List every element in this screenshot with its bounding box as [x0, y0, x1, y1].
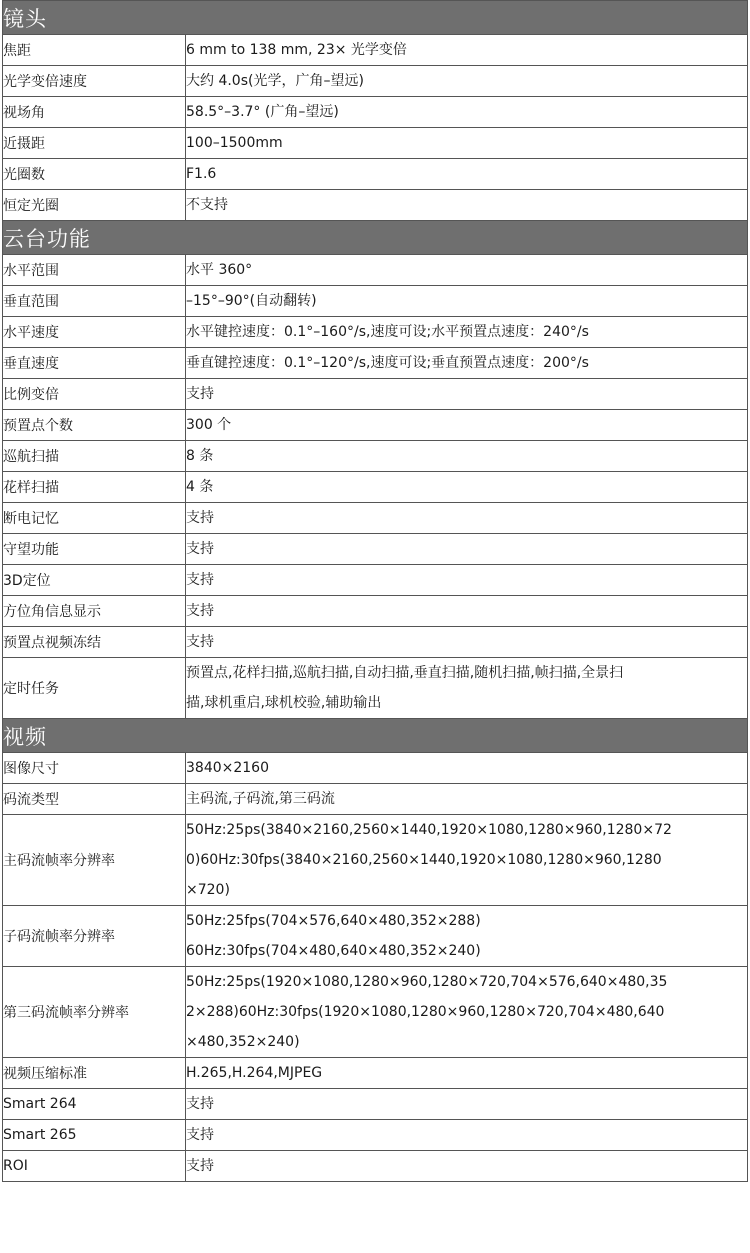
spec-label: 近摄距 — [3, 128, 186, 159]
spec-label: 守望功能 — [3, 534, 186, 565]
spec-value-line: ×720) — [186, 882, 230, 898]
spec-value — [186, 410, 748, 441]
spec-label: 水平范围 — [3, 255, 186, 286]
spec-row — [3, 503, 748, 534]
spec-row — [3, 410, 748, 441]
spec-row — [3, 348, 748, 379]
spec-row — [3, 255, 748, 286]
spec-row — [3, 66, 748, 97]
spec-label: 光圈数 — [3, 159, 186, 190]
spec-value-line: ×480,352×240) — [186, 1034, 300, 1050]
spec-value-line: 支持 — [186, 1127, 214, 1143]
spec-row — [3, 159, 748, 190]
spec-row — [3, 906, 748, 967]
spec-value — [186, 565, 748, 596]
spec-label: 花样扫描 — [3, 472, 186, 503]
spec-value-line: 4 条 — [186, 479, 214, 495]
spec-value — [186, 1120, 748, 1151]
spec-row — [3, 190, 748, 221]
spec-row — [3, 441, 748, 472]
spec-value — [186, 1058, 748, 1089]
spec-value-line: 支持 — [186, 541, 214, 557]
spec-value-line: 3840×2160 — [186, 760, 269, 776]
spec-label: 第三码流帧率分辨率 — [3, 967, 186, 1058]
spec-label: 定时任务 — [3, 658, 186, 719]
spec-label: 焦距 — [3, 35, 186, 66]
spec-value — [186, 1089, 748, 1120]
spec-value-line: 支持 — [186, 634, 214, 650]
spec-value — [186, 348, 748, 379]
spec-value-line: 主码流,子码流,第三码流 — [186, 791, 335, 807]
spec-label: ROI — [3, 1151, 186, 1182]
spec-value — [186, 66, 748, 97]
spec-row — [3, 658, 748, 719]
spec-value — [186, 286, 748, 317]
spec-row — [3, 627, 748, 658]
spec-row — [3, 1120, 748, 1151]
spec-value-line: 大约 4.0s(光学，广角–望远) — [186, 73, 364, 89]
spec-value-line: –15°–90°(自动翻转) — [186, 293, 317, 309]
spec-value-line: 支持 — [186, 572, 214, 588]
spec-row — [3, 815, 748, 906]
spec-value-line: 垂直键控速度：0.1°–120°/s,速度可设;垂直预置点速度：200°/s — [186, 355, 589, 371]
spec-value — [186, 967, 748, 1058]
spec-label: 光学变倍速度 — [3, 66, 186, 97]
spec-label: 方位角信息显示 — [3, 596, 186, 627]
spec-value — [186, 1151, 748, 1182]
spec-value-line: 50Hz:25fps(704×576,640×480,352×288) — [186, 913, 481, 929]
section-header — [3, 221, 748, 255]
spec-row — [3, 1151, 748, 1182]
spec-label: 子码流帧率分辨率 — [3, 906, 186, 967]
spec-value — [186, 441, 748, 472]
spec-value-line: 支持 — [186, 1096, 214, 1112]
spec-value-line: H.265,H.264,MJPEG — [186, 1065, 323, 1081]
spec-label: 垂直速度 — [3, 348, 186, 379]
spec-value — [186, 379, 748, 410]
spec-label: 预置点视频冻结 — [3, 627, 186, 658]
spec-value — [186, 97, 748, 128]
spec-row — [3, 784, 748, 815]
spec-value-line: F1.6 — [186, 166, 217, 182]
spec-label: 恒定光圈 — [3, 190, 186, 221]
spec-value-line: 支持 — [186, 386, 214, 402]
spec-value — [186, 472, 748, 503]
spec-label: 垂直范围 — [3, 286, 186, 317]
spec-row — [3, 753, 748, 784]
spec-row — [3, 97, 748, 128]
spec-value — [186, 815, 748, 906]
section-header — [3, 1, 748, 35]
spec-table — [2, 0, 748, 1182]
section-title: 视频 — [3, 719, 748, 753]
spec-row — [3, 379, 748, 410]
spec-value — [186, 503, 748, 534]
spec-row — [3, 534, 748, 565]
spec-value — [186, 753, 748, 784]
spec-value — [186, 627, 748, 658]
spec-value-line: 支持 — [186, 1158, 214, 1174]
spec-row — [3, 317, 748, 348]
spec-label: 预置点个数 — [3, 410, 186, 441]
spec-value-line: 50Hz:25ps(1920×1080,1280×960,1280×720,704×576,640×480,35 — [186, 974, 668, 990]
spec-value — [186, 35, 748, 66]
spec-label: 巡航扫描 — [3, 441, 186, 472]
spec-label: 视频压缩标准 — [3, 1058, 186, 1089]
spec-value-line: 支持 — [186, 603, 214, 619]
spec-label: 视场角 — [3, 97, 186, 128]
spec-row — [3, 967, 748, 1058]
spec-row — [3, 1058, 748, 1089]
spec-label: Smart 264 — [3, 1089, 186, 1120]
spec-value-line: 支持 — [186, 510, 214, 526]
spec-value-line: 100–1500mm — [186, 135, 283, 151]
spec-value-line: 300 个 — [186, 417, 232, 433]
spec-value — [186, 128, 748, 159]
spec-value — [186, 906, 748, 967]
spec-row — [3, 35, 748, 66]
section-title: 镜头 — [3, 1, 748, 35]
spec-value — [186, 658, 748, 719]
spec-value-line: 58.5°–3.7° (广角–望远) — [186, 104, 339, 120]
spec-label: 码流类型 — [3, 784, 186, 815]
spec-row — [3, 596, 748, 627]
spec-value — [186, 190, 748, 221]
spec-value-line: 60Hz:30fps(704×480,640×480,352×240) — [186, 943, 481, 959]
spec-label: 3D定位 — [3, 565, 186, 596]
spec-label: 比例变倍 — [3, 379, 186, 410]
spec-row — [3, 128, 748, 159]
spec-value — [186, 534, 748, 565]
spec-label: 断电记忆 — [3, 503, 186, 534]
section-title: 云台功能 — [3, 221, 748, 255]
spec-label: 图像尺寸 — [3, 753, 186, 784]
spec-value-line: 6 mm to 138 mm, 23× 光学变倍 — [186, 42, 407, 58]
spec-row — [3, 286, 748, 317]
spec-row — [3, 1089, 748, 1120]
spec-row — [3, 565, 748, 596]
spec-value-line: 8 条 — [186, 448, 214, 464]
spec-value-line: 水平键控速度：0.1°–160°/s,速度可设;水平预置点速度：240°/s — [186, 324, 589, 340]
spec-value — [186, 317, 748, 348]
spec-label: 主码流帧率分辨率 — [3, 815, 186, 906]
spec-label: Smart 265 — [3, 1120, 186, 1151]
spec-value — [186, 784, 748, 815]
spec-value-line: 50Hz:25ps(3840×2160,2560×1440,1920×1080,1280×960,1280×72 — [186, 822, 672, 838]
spec-value — [186, 159, 748, 190]
spec-value-line: 预置点,花样扫描,巡航扫描,自动扫描,垂直扫描,随机扫描,帧扫描,全景扫 — [186, 665, 624, 681]
spec-label: 水平速度 — [3, 317, 186, 348]
spec-value-line: 水平 360° — [186, 262, 253, 278]
section-header — [3, 719, 748, 753]
spec-value-line: 描,球机重启,球机校验,辅助输出 — [186, 695, 382, 711]
spec-row — [3, 472, 748, 503]
spec-value — [186, 596, 748, 627]
spec-value-line: 2×288)60Hz:30fps(1920×1080,1280×960,1280×720,704×480,640 — [186, 1004, 665, 1020]
spec-value-line: 0)60Hz:30fps(3840×2160,2560×1440,1920×1080,1280×960,1280 — [186, 852, 662, 868]
spec-value — [186, 255, 748, 286]
spec-value-line: 不支持 — [186, 197, 228, 213]
